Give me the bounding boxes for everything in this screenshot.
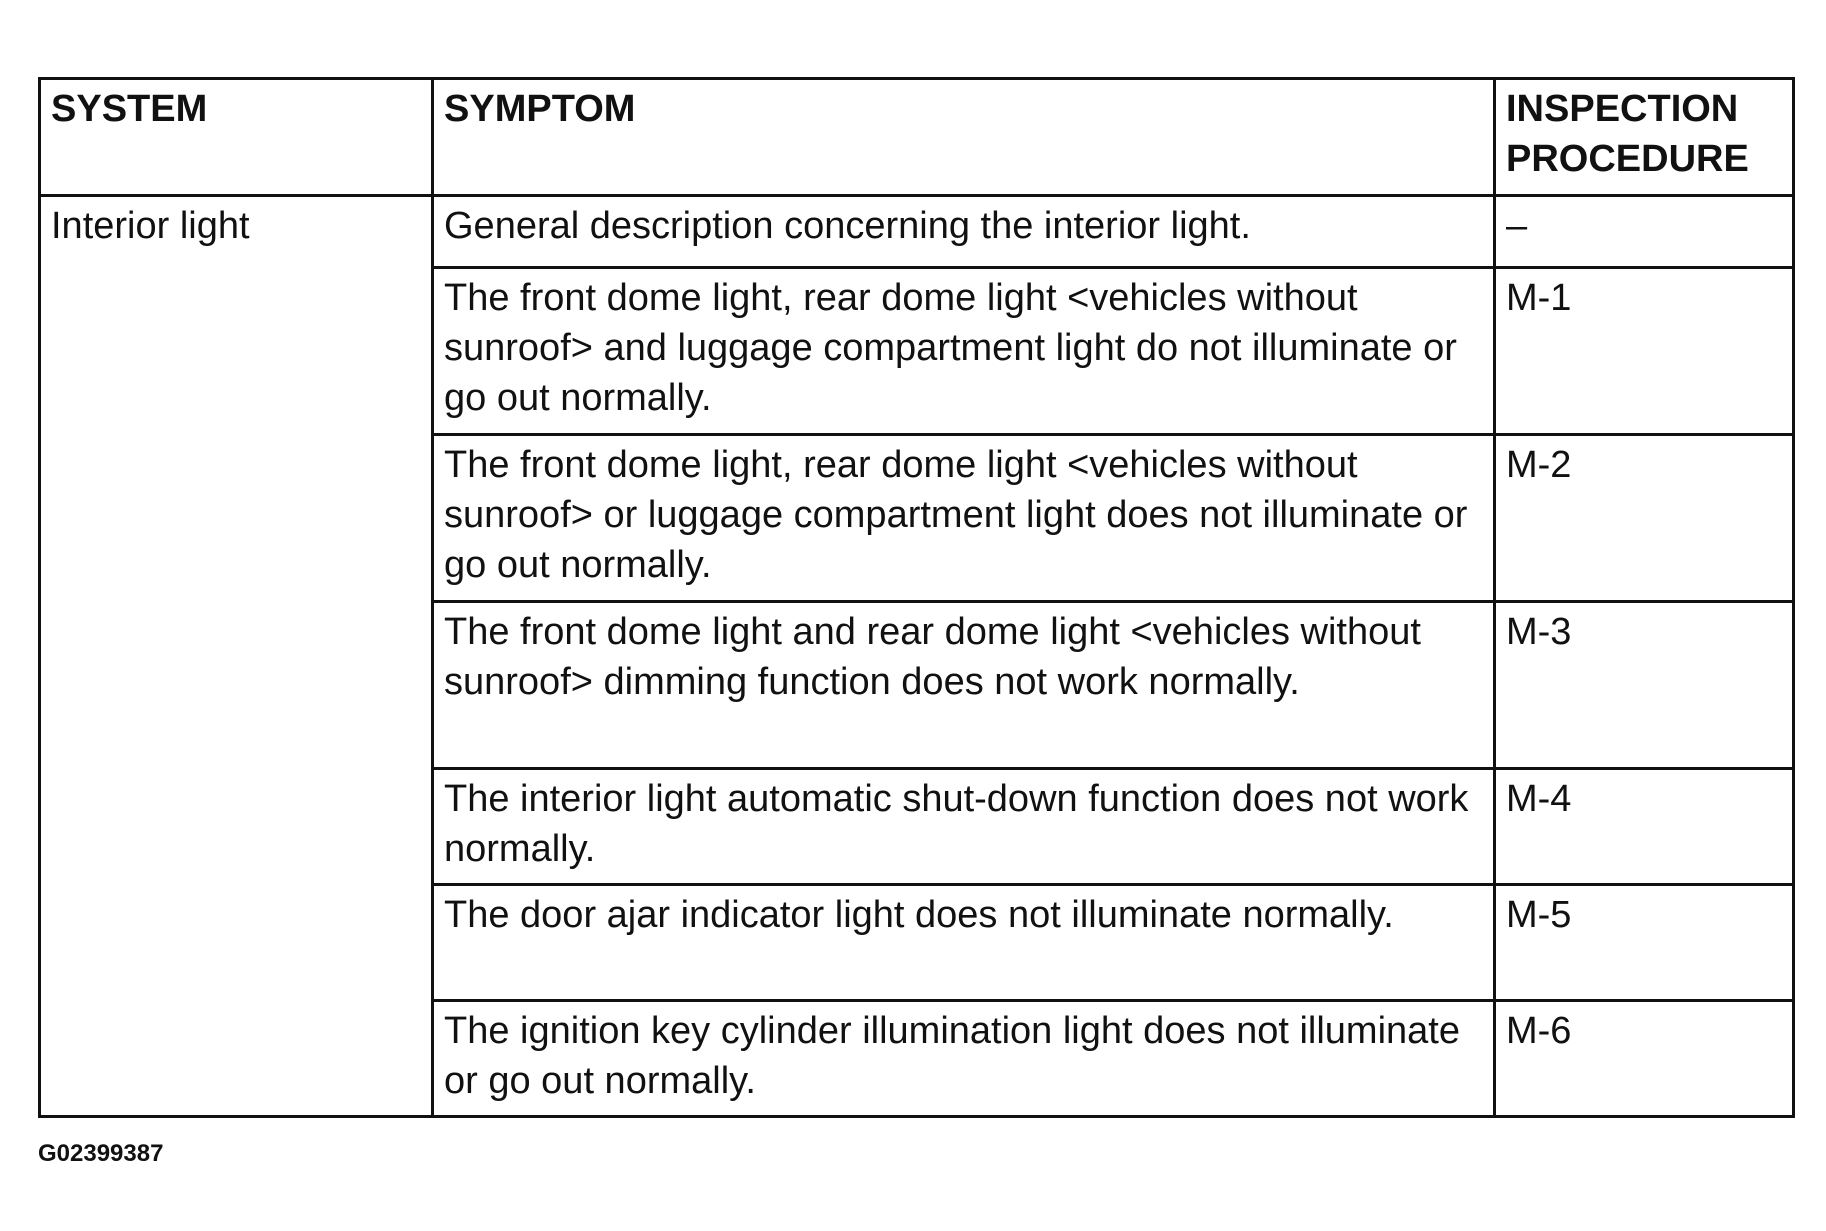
header-system: SYSTEM [40, 79, 433, 196]
procedure-cell: M-3 [1495, 602, 1794, 769]
symptom-cell: The ignition key cylinder illumination light does not illuminate or go out normally. [433, 1001, 1495, 1117]
procedure-cell: M-4 [1495, 769, 1794, 885]
symptom-table [38, 77, 1795, 1118]
system-cell: Interior light [40, 196, 433, 1117]
procedure-cell: M-2 [1495, 435, 1794, 602]
procedure-cell: M-5 [1495, 885, 1794, 1001]
symptom-cell: General description concerning the interior light. [433, 196, 1495, 268]
symptom-cell: The interior light automatic shut-down function does not work normally. [433, 769, 1495, 885]
symptom-cell: The front dome light, rear dome light <vehicles without sunroof> and luggage compartment light do not illuminate or go out normally. [433, 268, 1495, 435]
procedure-cell: – [1495, 196, 1794, 268]
procedure-cell: M-6 [1495, 1001, 1794, 1117]
header-symptom: SYMPTOM [433, 79, 1495, 196]
figure-id: G02399387 [38, 1140, 164, 1167]
symptom-cell: The front dome light, rear dome light <vehicles without sunroof> or luggage compartment light does not illuminate or go out normally. [433, 435, 1495, 602]
symptom-cell: The door ajar indicator light does not illuminate normally. [433, 885, 1495, 1001]
table-row [40, 196, 1794, 268]
header-inspection-procedure: INSPECTION PROCEDURE [1495, 79, 1794, 196]
table-header-row [40, 79, 1794, 196]
procedure-cell: M-1 [1495, 268, 1794, 435]
symptom-cell: The front dome light and rear dome light <vehicles without sunroof> dimming function does not work normally. [433, 602, 1495, 769]
